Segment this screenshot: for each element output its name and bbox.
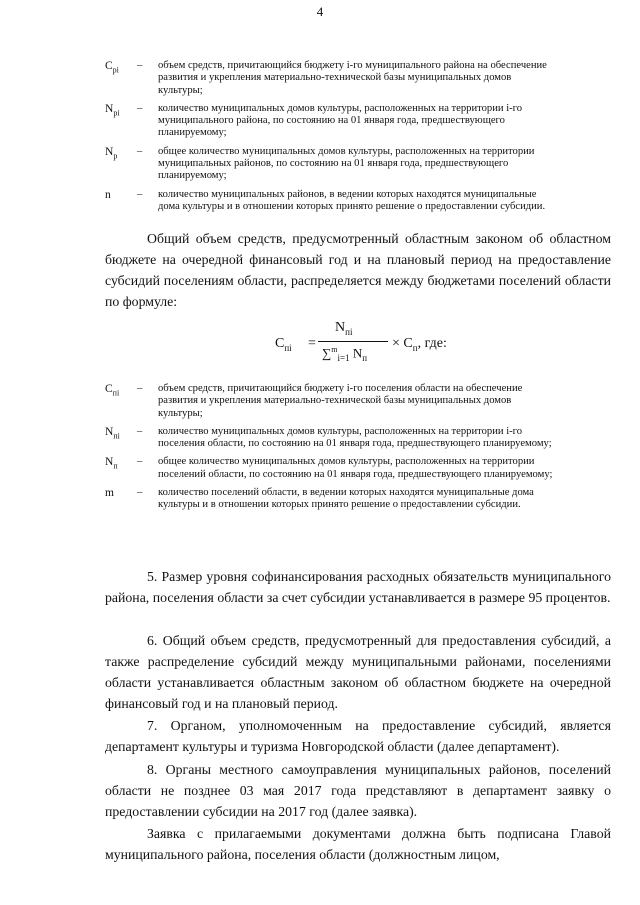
definition-row: n – количество муниципальных районов, в ведении которых находятся муниципальные дома культуры и в отношении которых принято решение о предоставлении субсидии. [105, 189, 555, 214]
definition-symbol: $C_{пi}$ [105, 383, 120, 398]
definition-row: m – количество поселений области, в ведении которых находятся муниципальные дома культуры и в отношении которых принято решение о предоставлении субсидии. [105, 487, 555, 512]
paragraph-intro: Общий объем средств, предусмотренный областным законом об областном бюджете на очередной финансовый год и на плановый период на предоставление субсидий поселениям области, распределяется между бюджетами поселений области по формуле: [105, 231, 611, 309]
definition-text: общее количество муниципальных домов культуры, расположенных на территории муниципальных районов, по состоянию на 01 января года, предшествующего планируемому; [158, 145, 535, 182]
definition-text: количество муниципальных районов, в ведении которых находятся муниципальные дома культуры и в отношении которых принято решение о предоставлении субсидии. [158, 188, 546, 212]
definition-row: $N_п$ – общее количество муниципальных домов культуры, расположенных на территории поселений области, по состоянию на 01 января года, предшествующего планируемому; [105, 456, 555, 481]
definition-row: $N_p$ – общее количество муниципальных домов культуры, расположенных на территории муниципальных районов, по состоянию на 01 января года, предшествующего планируемому; [105, 146, 555, 183]
definition-symbol: n [105, 188, 111, 201]
definition-text: количество муниципальных домов культуры, расположенных на территории i-го поселения области, по состоянию на 01 января года, предшествующего планируемому; [158, 425, 552, 450]
definition-symbol: $N_{пi}$ [105, 425, 120, 441]
paragraph-7: 7. Органом, уполномоченным на предоставление субсидий, является департамент культуры и туризма Новгородской области (далее департамент). [105, 718, 611, 754]
definition-text: количество поселений области, в ведении которых находятся муниципальные дома культуры и в отношении которых принято решение о предоставлении субсидии. [158, 487, 534, 511]
definition-symbol: $N_p$ [105, 145, 118, 161]
fraction-bar [318, 341, 388, 342]
definition-row: $N_{пi}$ – количество муниципальных домов культуры, расположенных на территории i-го поселения области, по состоянию на 01 января года, предшествующего планируемому; [105, 426, 555, 451]
formula-lhs: $C_{пi}$ [275, 336, 292, 353]
definition-symbol: $N_п$ [105, 456, 118, 471]
paragraph-6: 6. Общий объем средств, предусмотренный для предоставления субсидий, а также распределение субсидий между муниципальными районами, поселениями области устанавливается областным законом об областном бюджете на очередной финансовый год и на плановый период. [105, 633, 611, 711]
formula-equals: = [308, 336, 316, 351]
definition-text: объем средств, причитающийся бюджету i-го поселения области на обеспечение развития и укрепления материально-технической базы муниципальных домов культуры; [158, 383, 523, 419]
paragraph-5: 5. Размер уровня софинансирования расходных обязательств муниципального района, поселения области за счет субсидии устанавливается в размере 95 процентов. [105, 569, 611, 605]
definitions-top [105, 60, 555, 219]
definition-text: количество муниципальных домов культуры, расположенных на территории i-го муниципального района, по состоянию на 01 января года, предшествующего планируемому; [158, 102, 523, 139]
formula-numerator: $N_{пi}$ [335, 320, 353, 337]
page-number: 4 [316, 4, 324, 19]
definition-row: $C_{pi}$ – объем средств, причитающийся бюджету i-го муниципального района на обеспечение развития и укрепления материально-технической базы муниципальных домов культуры; [105, 60, 555, 97]
definition-text: объем средств, причитающийся бюджету i-го муниципального района на обеспечение развития и укрепления материально-технической базы муниципальных домов культуры; [158, 60, 547, 96]
paragraph-9: Заявка с прилагаемыми документами должна быть подписана Главой муниципального района, поселения области (должностным лицом, [105, 826, 611, 862]
definition-symbol: $C_{pi}$ [105, 60, 119, 75]
formula-denominator: ∑$^m_{i=1}$ $N_п$ [322, 345, 368, 363]
definition-symbol: $N_{pi}$ [105, 102, 120, 118]
definitions-bottom [105, 383, 555, 518]
formula-rhs: × $C_п$, где: [392, 336, 447, 353]
definition-row: $C_{пi}$ – объем средств, причитающийся бюджету i-го поселения области на обеспечение развития и укрепления материально-технической базы муниципальных домов культуры; [105, 383, 555, 420]
definition-text: общее количество муниципальных домов культуры, расположенных на территории поселений области, по состоянию на 01 января года, предшествующего планируемому; [158, 456, 553, 480]
definition-row: $N_{pi}$ – количество муниципальных домов культуры, расположенных на территории i-го муниципального района, по состоянию на 01 января года, предшествующего планируемому; [105, 103, 555, 140]
paragraph-8: 8. Органы местного самоуправления муниципальных районов, поселений области не позднее 03 мая 2017 года представляют в департамент заявку о предоставлении субсидии на 2017 год (далее заявка). [105, 762, 611, 819]
formula [270, 320, 470, 380]
definition-symbol: m [105, 487, 114, 500]
